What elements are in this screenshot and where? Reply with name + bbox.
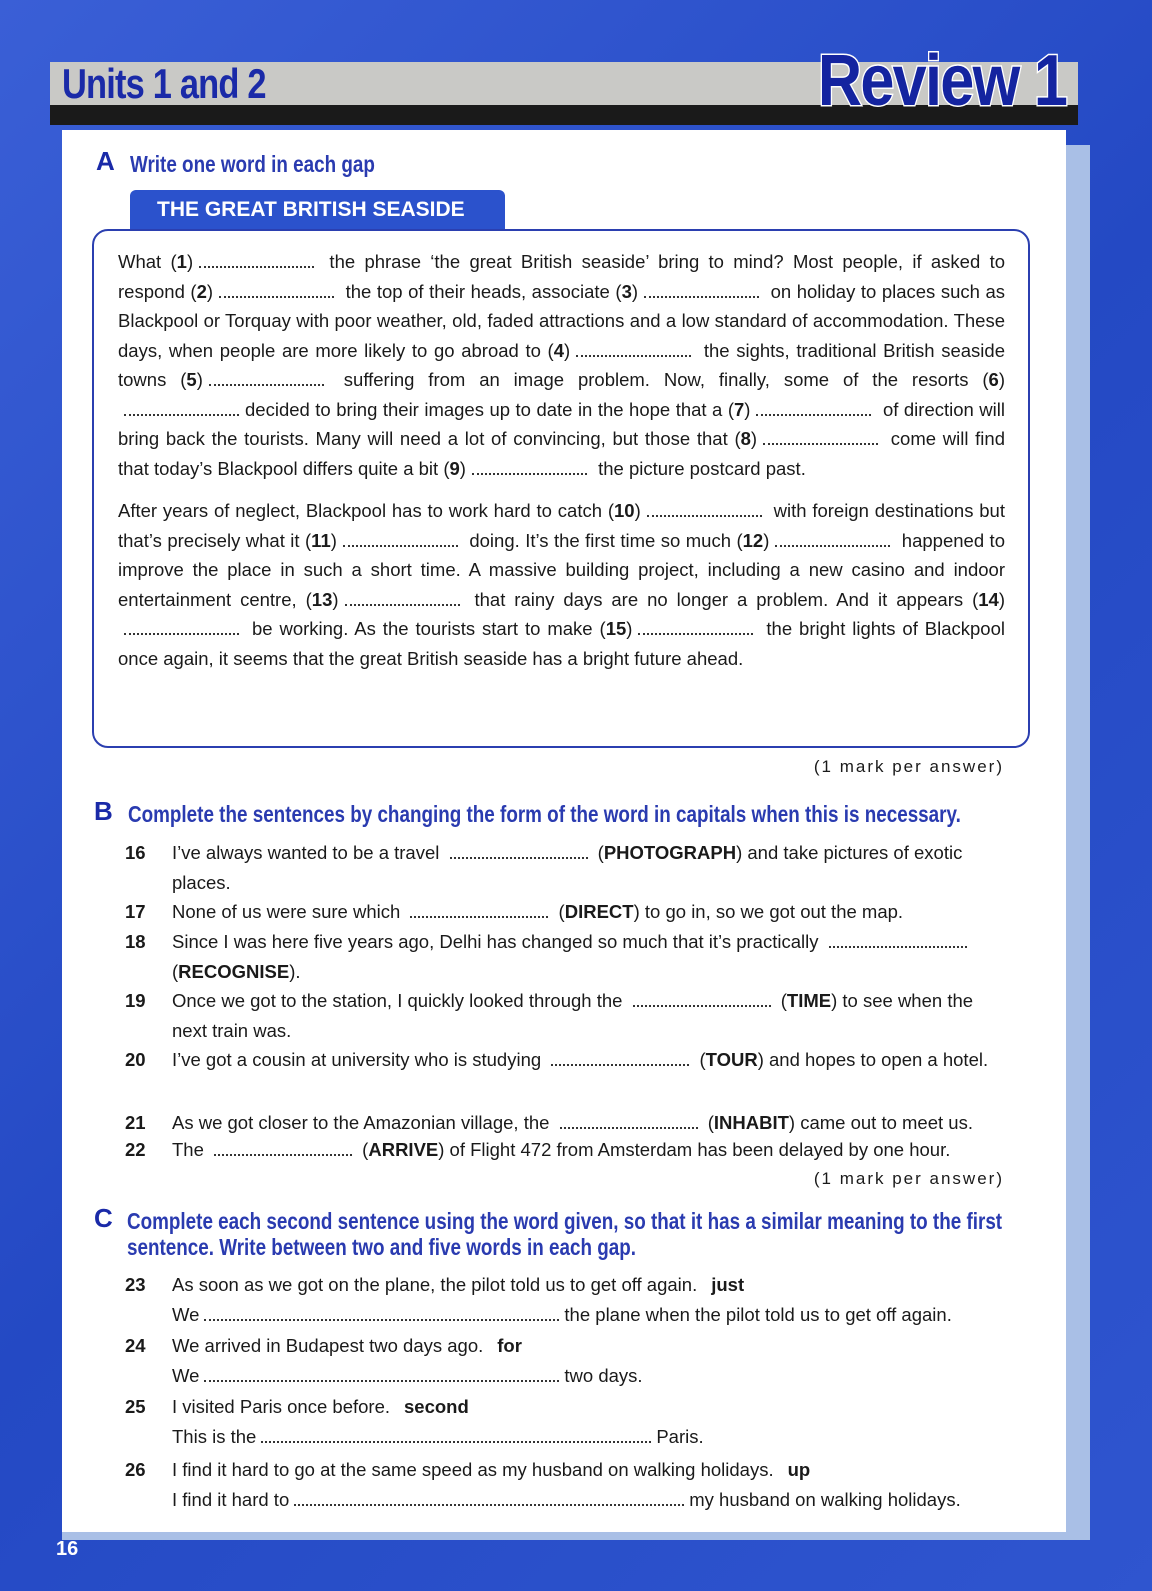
- section-b-letter: B: [94, 796, 113, 826]
- item-segment: (: [172, 960, 179, 982]
- first-sentence-line: [172, 1270, 1005, 1300]
- exercise-item: [125, 897, 1005, 927]
- passage-segment: After years of neglect, Blackpool has to work hard to catch: [118, 500, 608, 521]
- section-b-title: Complete the sentences by changing the form of the word in capitals when this is necessary.: [128, 801, 961, 827]
- item-number: 24: [125, 1335, 146, 1356]
- section-c-title-1: Complete each second sentence using the word given, so that it has a similar meaning to the first: [127, 1208, 1003, 1234]
- item-segment: (: [357, 1139, 369, 1160]
- gap-field-12[interactable]: [775, 531, 890, 547]
- capital-word: PHOTOGRAPH: [603, 842, 737, 863]
- gap-number: 6: [988, 369, 999, 390]
- exercise-item: [125, 1108, 1005, 1138]
- item-text: [172, 1045, 1005, 1075]
- sentence-end: my husband on walking holidays.: [689, 1488, 961, 1510]
- gap-number: 3: [621, 280, 632, 302]
- section-a-title: Write one word in each gap: [130, 151, 375, 177]
- passage-segment: of direction will bring back the tourists. Many will need a lot of convincing, but those that: [118, 398, 1005, 449]
- item-segment: ) of Flight 472 from Amsterdam has been delayed by one hour.: [438, 1139, 951, 1160]
- capital-word: TIME: [786, 990, 832, 1011]
- gap-field-15[interactable]: [638, 619, 753, 635]
- item-number: 19: [125, 990, 146, 1011]
- item-segment: (: [694, 1049, 706, 1070]
- gap-number: 13: [311, 588, 333, 610]
- first-sentence-line: [172, 1455, 1005, 1485]
- exercise-item: [125, 838, 1005, 897]
- passage-segment: the top of their heads, associate: [340, 280, 616, 302]
- passage-segment: the picture postcard past.: [592, 457, 806, 479]
- gap-number: 4: [553, 339, 565, 361]
- item-number: 22: [125, 1139, 146, 1160]
- gap-number: 9: [449, 457, 460, 479]
- gap-field-2[interactable]: [219, 282, 334, 298]
- second-sentence-line: [172, 1300, 1005, 1330]
- item-number: 25: [125, 1396, 146, 1417]
- answer-gap[interactable]: [204, 1366, 559, 1382]
- second-sentence-line: [172, 1422, 1005, 1452]
- capital-word: TOUR: [705, 1049, 758, 1070]
- sentence-start: We: [172, 1303, 200, 1325]
- gap-number: 15: [605, 618, 627, 639]
- gap-number: 5: [186, 369, 197, 390]
- exercise-item: [125, 1135, 1005, 1165]
- sentence-end: two days.: [564, 1364, 643, 1386]
- item-number: 26: [125, 1459, 146, 1480]
- item-number: 18: [125, 931, 146, 952]
- gap-field-13[interactable]: [345, 590, 460, 606]
- item-segment: ) to go in, so we got out the map.: [633, 901, 904, 922]
- sentence-start: I find it hard to: [172, 1488, 290, 1510]
- passage-segment: decided to bring their images up to date in the hope that a: [245, 398, 728, 420]
- passage-text: [118, 247, 1005, 686]
- section-c-title-2: sentence. Write between two and five words in each gap.: [127, 1234, 637, 1260]
- exercise-item: [125, 986, 1005, 1045]
- gap-field-5[interactable]: [209, 370, 324, 386]
- item-text: [172, 838, 1005, 897]
- item-segment: ) came out to meet us.: [788, 1112, 973, 1133]
- answer-gap[interactable]: [551, 1050, 689, 1066]
- key-word: second: [404, 1396, 469, 1417]
- gap-number: 10: [614, 500, 635, 521]
- passage-segment: the phrase ‘the great British seaside’ bring to mind? Most people, if asked to respond: [118, 251, 1005, 302]
- transformation-item: [125, 1331, 1005, 1390]
- exercise-item: [125, 1045, 1005, 1075]
- item-text: [172, 897, 1005, 927]
- transformation-item: [125, 1392, 1005, 1451]
- item-segment: None of us were sure which: [172, 901, 406, 922]
- item-number: 17: [125, 901, 146, 922]
- passage-segment: the bright lights of Blackpool once again, it seems that the great British seaside has a bright future ahead.: [118, 618, 1005, 669]
- capital-word: ARRIVE: [368, 1139, 439, 1160]
- gap-number: 2: [196, 280, 207, 302]
- gap-number: 8: [740, 428, 751, 449]
- review-title: Review 1: [817, 41, 1066, 121]
- section-c-letter: C: [94, 1203, 113, 1233]
- gap-number: 12: [742, 529, 764, 551]
- mark-note-b: (1 mark per answer): [813, 1169, 1004, 1188]
- gap-number: 14: [978, 588, 999, 610]
- exercise-item: [125, 927, 1005, 986]
- passage-paragraph: What (1) the phrase ‘the great British seaside’ bring to mind? Most people, if asked to respond (2) the top of their heads, associate (3) on holiday to places such as Blackpool or Torquay with poor weather, old, faded attractions and a low standard of accommodation. These days, when people are more likely to go abroad to (4) the sights, traditional British seaside towns (5) suffering from an image problem. Now, finally, some of the resorts (6)decided to bring their images up to date in the hope that a (7) of direction will bring back the tourists. Many will need a lot of convincing, but those that (8) come will find that today’s Blackpool differs quite a bit (9) the picture postcard past.: [118, 251, 1006, 479]
- item-segment: I’ve always wanted to be a travel: [172, 842, 445, 863]
- transformation-item: [125, 1270, 1005, 1329]
- passage-title-tab: THE GREAT BRITISH SEASIDE: [130, 190, 505, 230]
- gap-field-11[interactable]: [343, 531, 458, 547]
- passage-paragraph: After years of neglect, Blackpool has to work hard to catch (10) with foreign destinations but that’s precisely what it (11) doing. It’s the first time so much (12) happened to improve the place in such a short time. A massive building project, including a new casino and indoor entertainment centre, (13) that rainy days are no longer a problem. And it appears (14) be working. As the tourists start to make (15) the bright lights of Blackpool once again, it seems that the great British seaside has a bright future ahead.: [118, 500, 1005, 669]
- item-segment: ).: [289, 960, 301, 982]
- first-sentence: I find it hard to go at the same speed as my husband on walking holidays.: [172, 1459, 774, 1480]
- capital-word: INHABIT: [713, 1112, 789, 1133]
- sentence-end: the plane when the pilot told us to get off again.: [564, 1303, 952, 1325]
- passage-segment: suffering from an image problem. Now, finally, some of the resorts: [329, 369, 983, 390]
- key-word: just: [711, 1274, 745, 1295]
- passage-segment: that rainy days are no longer a problem. And it appears: [465, 588, 973, 610]
- item-number: 16: [125, 842, 146, 863]
- gap-field-3[interactable]: [644, 282, 759, 298]
- section-a-letter: A: [96, 146, 115, 176]
- passage-segment: come will find that today’s Blackpool differs quite a bit: [118, 428, 1005, 479]
- first-sentence-line: [172, 1392, 1005, 1422]
- answer-gap[interactable]: [261, 1427, 651, 1443]
- second-sentence-line: [172, 1361, 1005, 1391]
- gap-number: 1: [176, 251, 187, 272]
- item-text: [172, 1135, 1005, 1165]
- first-sentence: I visited Paris once before.: [172, 1396, 390, 1417]
- answer-gap[interactable]: [410, 902, 548, 918]
- passage-segment: the sights, traditional British seaside towns: [118, 339, 1005, 390]
- answer-gap[interactable]: [560, 1113, 698, 1129]
- sentence-start: We: [172, 1364, 200, 1386]
- gap-number: 7: [734, 398, 745, 420]
- item-segment: (: [702, 1112, 714, 1133]
- item-number: 20: [125, 1049, 146, 1070]
- sentence-start: This is the: [172, 1425, 257, 1447]
- first-sentence: As soon as we got on the plane, the pilot told us to get off again.: [172, 1274, 698, 1295]
- sentence-end: Paris.: [656, 1425, 704, 1447]
- answer-gap[interactable]: [214, 1140, 352, 1156]
- gap-field-9[interactable]: [472, 459, 587, 475]
- item-segment: I’ve got a cousin at university who is studying: [172, 1049, 547, 1070]
- passage-segment: What: [118, 251, 171, 272]
- item-segment: ) and hopes to open a hotel.: [757, 1049, 989, 1070]
- key-word: for: [497, 1335, 522, 1356]
- second-sentence-line: [172, 1485, 1005, 1515]
- item-number: 23: [125, 1274, 146, 1295]
- gap-field-6[interactable]: [124, 400, 239, 416]
- key-word: up: [787, 1459, 811, 1480]
- item-segment: Since I was here five years ago, Delhi has changed so much that it’s practically: [172, 931, 824, 952]
- item-number: 21: [125, 1112, 146, 1133]
- answer-gap[interactable]: [829, 932, 967, 948]
- gap-field-10[interactable]: [647, 501, 762, 517]
- item-text: [172, 927, 1005, 986]
- transformation-item: [125, 1455, 1005, 1514]
- passage-segment: be working. As the tourists start to make: [245, 618, 600, 639]
- passage-segment: happened to improve the place in such a short time. A massive building project, including a new casino and indoor entertainment centre,: [118, 529, 1005, 610]
- item-segment: The: [172, 1139, 210, 1160]
- mark-note-a: (1 mark per answer): [813, 757, 1004, 776]
- first-sentence: We arrived in Budapest two days ago.: [172, 1335, 484, 1356]
- gap-field-4[interactable]: [576, 341, 691, 357]
- capital-word: RECOGNISE: [178, 960, 290, 982]
- passage-segment: doing. It’s the first time so much: [463, 529, 737, 551]
- answer-gap[interactable]: [204, 1305, 559, 1321]
- item-segment: As we got closer to the Amazonian village, the: [172, 1112, 555, 1133]
- item-text: [172, 986, 1005, 1045]
- item-segment: Once we got to the station, I quickly looked through the: [172, 990, 628, 1011]
- answer-gap[interactable]: [633, 991, 771, 1007]
- gap-field-14[interactable]: [124, 619, 239, 635]
- capital-word: DIRECT: [564, 901, 634, 922]
- item-segment: (: [775, 990, 787, 1011]
- passage-segment: with foreign destinations but that’s precisely what it: [118, 500, 1005, 551]
- gap-field-8[interactable]: [763, 429, 878, 445]
- item-segment: ) to see when the next train was.: [172, 990, 974, 1041]
- item-segment: (: [592, 842, 604, 863]
- gap-field-7[interactable]: [756, 400, 871, 416]
- gap-field-1[interactable]: [199, 252, 314, 268]
- first-sentence-line: [172, 1331, 1005, 1361]
- page-number: 16: [56, 1538, 79, 1560]
- passage-segment: on holiday to places such as Blackpool or Torquay with poor weather, old, faded attractions and a low standard of accommodation. These days, when people are more likely to go abroad to: [118, 280, 1005, 361]
- units-title: Units 1 and 2: [62, 60, 266, 107]
- item-text: [172, 1108, 1005, 1138]
- answer-gap[interactable]: [294, 1490, 684, 1506]
- gap-number: 11: [311, 529, 331, 551]
- answer-gap[interactable]: [450, 843, 588, 859]
- item-segment: (: [553, 901, 565, 922]
- item-segment: ) and take pictures of exotic places.: [172, 842, 963, 893]
